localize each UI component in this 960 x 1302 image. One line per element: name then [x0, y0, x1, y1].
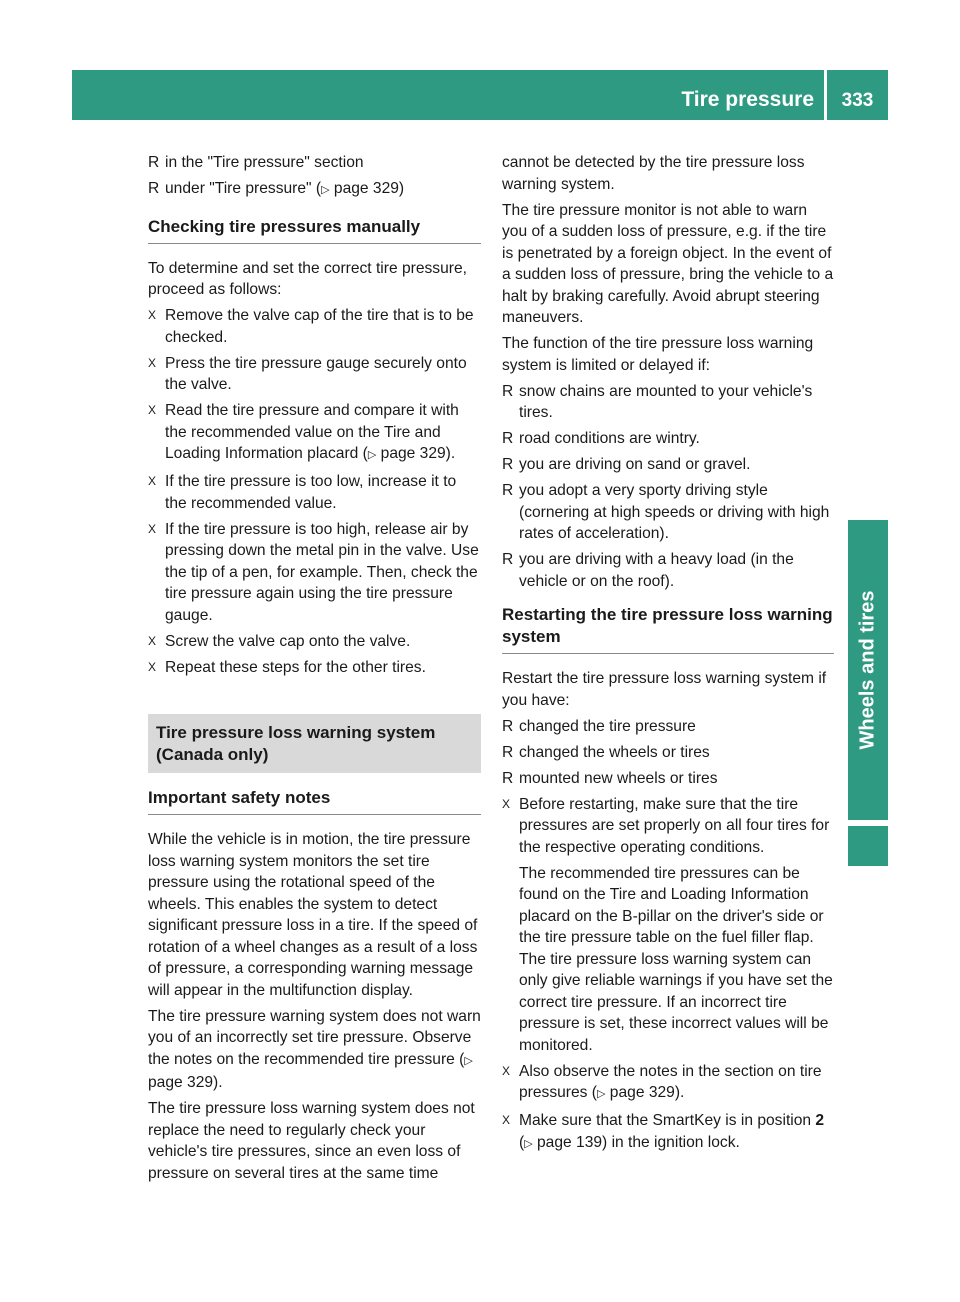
page-header — [72, 70, 888, 120]
list-item: R in the "Tire pressure" section — [148, 152, 481, 174]
bullet-icon: R — [502, 551, 514, 568]
left-column — [148, 152, 481, 1189]
step-item: X If the tire pressure is too low, increase it to the recommended value. — [148, 473, 457, 512]
page-ref-arrow-icon: ▷ — [321, 184, 330, 196]
bullet-icon: R — [502, 430, 514, 447]
bullet-icon: R — [502, 456, 514, 473]
intro-paragraph: To determine and set the correct tire pressure, proceed as follows: — [148, 259, 467, 298]
header-title: Tire pressure — [681, 88, 814, 111]
heading-restart: Restarting the tire pressure loss warning system — [502, 604, 834, 654]
step-item: X If the tire pressure is too high, release air by pressing down the metal pin in the valve. Use the tip of a pen, for example. Then, check the tire pressure again using the tire pressure gauge. — [148, 520, 479, 624]
paragraph: The tire pressure loss warning system does not replace the need to regularly check your vehicle's tire pressures, since an even loss of pressure on several tires at the same time — [148, 1100, 475, 1182]
paragraph: The function of the tire pressure loss warning system is limited or delayed if: — [502, 335, 814, 374]
list-item: R changed the wheels or tires — [502, 742, 834, 764]
side-tab-label: Wheels and tires — [856, 590, 879, 750]
step-subparagraph: The recommended tire pressures can be found on the Tire and Loading Information placard on the B-pillar on the driver's side or the tire pressure table on the fuel filler flap. The tire pressure loss warning system can only give reliable warnings if you have set the correct tire pressure. If an incorrect tire pressure is set, these incorrect values will be monitored. — [519, 864, 833, 1054]
action-arrow-icon: X — [148, 659, 157, 674]
bullet-icon: R — [502, 482, 514, 499]
paragraph: The tire pressure monitor is not able to warn you of a sudden loss of pressure, e.g. if the tire is penetrated by a foreign object. In the event of a sudden loss of pressure, bring the vehicle to a halt by braking carefully. Avoid abrupt steering maneuvers. — [502, 201, 834, 326]
heading-safety-notes: Important safety notes — [148, 787, 481, 815]
action-arrow-icon: X — [502, 1113, 511, 1127]
bullet-icon: R — [502, 717, 514, 735]
page-ref-arrow-icon: ▷ — [597, 1088, 606, 1100]
list-item: R snow chains are mounted to your vehicle's tires. — [502, 382, 813, 421]
action-arrow-icon: X — [148, 633, 157, 648]
list-item: R mounted new wheels or tires — [502, 768, 834, 790]
list-item: R under "Tire pressure" (▷ page 329) — [148, 178, 481, 202]
step-item: X Remove the valve cap of the tire that is to be checked. — [148, 307, 474, 346]
action-arrow-icon: X — [148, 474, 157, 488]
action-arrow-icon: X — [148, 355, 157, 370]
bullet-icon: R — [502, 769, 514, 787]
bullet-icon: R — [148, 154, 160, 171]
step-item: X Read the tire pressure and compare it with the recommended value on the Tire and Loading Information placard (▷ page 329). — [148, 402, 459, 462]
page-ref-arrow-icon: ▷ — [367, 449, 377, 461]
action-arrow-icon: X — [502, 1063, 511, 1078]
heading-manual-check: Checking tire pressures manually — [148, 216, 481, 244]
page-ref-arrow-icon: ▷ — [524, 1137, 533, 1150]
section-box-heading: Tire pressure loss warning system (Canada only) — [148, 714, 481, 773]
list-item: R you are driving with a heavy load (in the vehicle or on the roof). — [502, 551, 794, 590]
step-item: X Press the tire pressure gauge securely onto the valve. — [148, 354, 467, 393]
paragraph: cannot be detected by the tire pressure loss warning system. — [502, 154, 805, 193]
side-tab-marker — [848, 826, 888, 866]
step-item: X Also observe the notes in the section on tire pressures (▷ page 329). — [502, 1062, 822, 1101]
right-column — [502, 152, 834, 1160]
bullet-icon: R — [148, 180, 160, 197]
action-arrow-icon: X — [148, 403, 157, 417]
paragraph: While the vehicle is in motion, the tire pressure loss warning system monitors the set tire pressure using the rotational speed of the wheels. This enables the system to detect significant pressure loss in a tire. If the speed of rotation of a wheel changes as a result of a loss of pressure, a corresponding warning message will appear in the multifunction display. — [148, 831, 478, 999]
list-item: R changed the tire pressure — [502, 716, 834, 738]
page-number: 333 — [841, 90, 874, 111]
list-item: R you are driving on sand or gravel. — [502, 454, 834, 476]
step-item: X Before restarting, make sure that the tire pressures are set properly on all four tires for the respective operating conditions. — [502, 795, 830, 856]
action-arrow-icon: X — [148, 308, 157, 322]
list-item: R you adopt a very sporty driving style (cornering at high speeds or driving with high rates of acceleration). — [502, 482, 830, 542]
bullet-icon: R — [502, 743, 514, 761]
paragraph: The tire pressure warning system does not warn you of an incorrectly set tire pressure. Observe the notes on the recommended tire pressure (▷ page 329). — [148, 1007, 481, 1091]
list-item: R road conditions are wintry. — [502, 428, 834, 450]
step-item: X Make sure that the SmartKey is in position 2 (▷ page 139) in the ignition lock. — [502, 1112, 825, 1151]
action-arrow-icon: X — [502, 796, 511, 811]
bullet-icon: R — [502, 382, 514, 400]
step-item: X Repeat these steps for the other tires. — [148, 657, 481, 679]
action-arrow-icon: X — [148, 521, 157, 536]
paragraph: Restart the tire pressure loss warning system if you have: — [502, 670, 827, 709]
page-ref-arrow-icon: ▷ — [464, 1054, 473, 1067]
step-item: X Screw the valve cap onto the valve. — [148, 631, 481, 653]
